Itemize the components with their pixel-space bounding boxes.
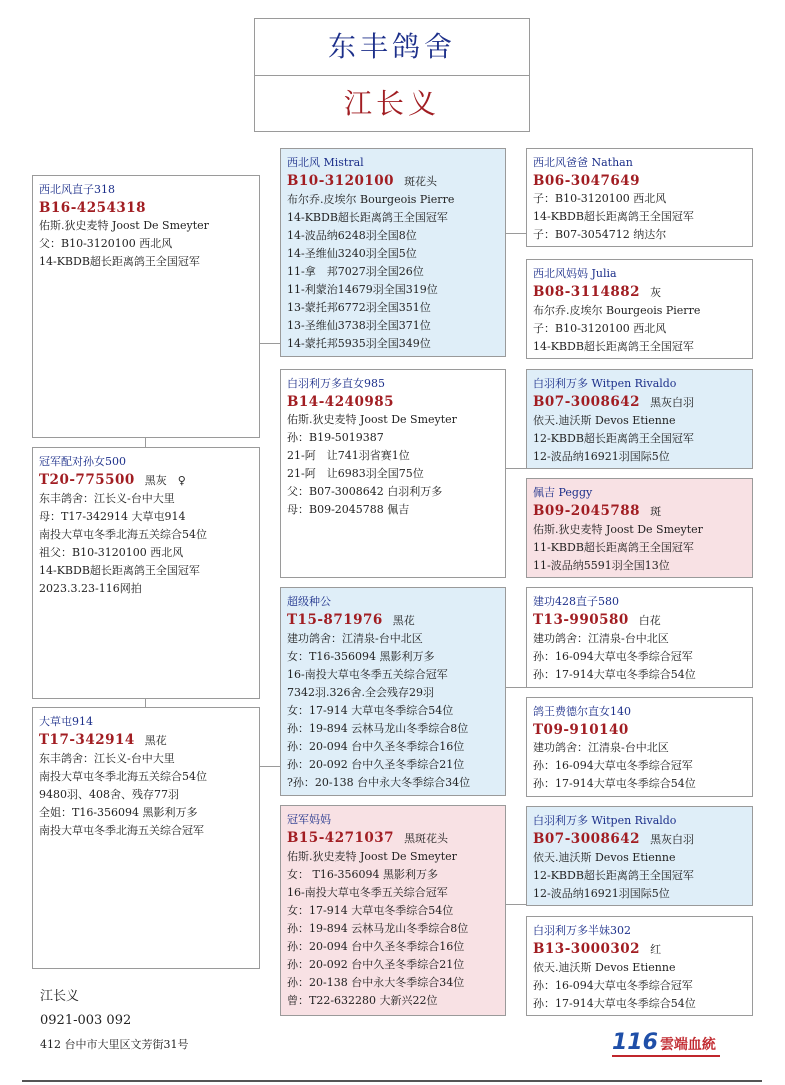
ring-number: B16-4254318 [39, 200, 147, 216]
bird-name: 建功428直子580 [533, 595, 619, 608]
connector [505, 904, 526, 905]
contact-name: 江长义 [40, 989, 80, 1004]
bird-note: 父：B10-3120100 西北风 [39, 237, 173, 250]
bird-note: 14-KBDB超长距离鸽王全国冠军 [39, 564, 200, 577]
bird-note: 孙：20-094 台中久圣冬季综合16位 [287, 740, 465, 753]
contact-info [40, 985, 189, 1057]
pedigree-gen3-5[interactable] [526, 587, 753, 688]
bird-note: 佑斯.狄史麦特 Joost De Smeyter [287, 413, 457, 426]
bird-note: 11-波品纳5591羽全国13位 [533, 559, 670, 572]
owner-name: 江长义 [343, 87, 440, 120]
bird-note: 12-KBDB超长距离鸽王全国冠军 [533, 432, 694, 445]
loft-name: 东丰鸽舍 [255, 19, 529, 76]
ring-number: T17-342914 黑花 [39, 732, 167, 748]
logo-underline [612, 1055, 720, 1057]
bird-note: 东丰鸽舍：江长义-台中大里 [39, 492, 175, 505]
bird-note: 南投大草屯冬季北海五关综合冠军 [39, 824, 204, 837]
bird-note: 东丰鸽舍：江长义-台中大里 [39, 752, 175, 765]
contact-phone: 0921-003 092 [40, 1013, 132, 1028]
connector [505, 468, 526, 469]
bird-note: 子：B10-3120100 西北风 [533, 192, 667, 205]
pedigree-dam[interactable] [32, 707, 260, 969]
ring-number: T13-990580 白花 [533, 612, 661, 628]
ring-number: B15-4271037 黑斑花头 [287, 830, 449, 846]
bird-note: 21-阿 让6983羽全国75位 [287, 467, 424, 480]
bird-note: 12-KBDB超长距离鸽王全国冠军 [533, 869, 694, 882]
ring-number: B07-3008642 黑灰白羽 [533, 831, 695, 847]
bird-note: 孙：B19-5019387 [287, 431, 384, 444]
pedigree-gen3-7[interactable] [526, 806, 753, 906]
bird-note: 建功鸽舍：江清泉-台中北区 [287, 632, 423, 645]
pedigree-dam-sire[interactable] [280, 587, 506, 796]
bird-note: 母：B09-2045788 佩吉 [287, 503, 410, 516]
logo-number: 116 [612, 1030, 658, 1055]
bird-note: 孙：17-914大草屯冬季综合54位 [533, 777, 696, 790]
bird-note: 16-南投大草屯冬季五关综合冠军 [287, 668, 448, 681]
pedigree-gen3-4[interactable] [526, 478, 753, 578]
bird-name: 白羽利万多直女985 [287, 377, 385, 390]
bird-note: 子：B10-3120100 西北风 [533, 322, 667, 335]
connector [259, 766, 280, 767]
bird-note: 11-利蒙治14679羽全国319位 [287, 283, 438, 296]
bird-name: 大草屯914 [39, 715, 93, 728]
bird-color: 白花 [638, 614, 661, 627]
bird-color: 黑灰白羽 [650, 396, 695, 409]
connector [505, 687, 526, 688]
logo-text: 雲端血統 [659, 1037, 716, 1053]
ring-number: B09-2045788 斑 [533, 503, 662, 519]
bird-note: 12-波品纳16921羽国际5位 [533, 450, 670, 463]
bird-note: 孙：20-092 台中久圣冬季综合21位 [287, 958, 465, 971]
bird-note: 孙：16-094大草屯冬季综合冠军 [533, 979, 693, 992]
bird-name: 西北风直子318 [39, 183, 115, 196]
bird-note: 女：17-914 大草屯冬季综合54位 [287, 904, 454, 917]
ring-number: T20-775500 黑灰 ♀ [39, 472, 186, 488]
bird-name: 白羽利万多 Witpen Rivaldo [533, 377, 677, 390]
bird-color: 黑灰白羽 [650, 833, 695, 846]
ring-number: T15-871976 黑花 [287, 612, 415, 628]
contact-address: 412 台中市大里区文芳街31号 [40, 1038, 189, 1051]
bird-name: 白羽利万多 Witpen Rivaldo [533, 814, 677, 827]
bird-note: 孙：16-094大草屯冬季综合冠军 [533, 650, 693, 663]
bird-note: 21-阿 让741羽省赛1位 [287, 449, 410, 462]
bird-name: 西北风 Mistral [287, 156, 364, 169]
bird-color: 黑花 [144, 734, 167, 747]
bird-note: 14-KBDB超长距离鸽王全国冠军 [533, 340, 694, 353]
brand-logo [612, 1030, 716, 1054]
bird-note: 依天.迪沃斯 Devos Etienne [533, 961, 676, 974]
bird-note: 母：T17-342914 大草屯914 [39, 510, 186, 523]
bird-name: 冠军妈妈 [287, 813, 331, 826]
bird-note: 佑斯.狄史麦特 Joost De Smeyter [533, 523, 703, 536]
bird-note: 孙：19-894 云林马龙山冬季综合8位 [287, 922, 469, 935]
bird-note: 孙：20-094 台中久圣冬季综合16位 [287, 940, 465, 953]
bird-note: 12-波品纳16921羽国际5位 [533, 887, 670, 900]
bird-color: 黑斑花头 [404, 832, 449, 845]
bird-note: 2023.3.23-116网拍 [39, 582, 142, 595]
bird-note: 孙：20-092 台中久圣冬季综合21位 [287, 758, 465, 771]
bird-note: 布尔乔.皮埃尔 Bourgeois Pierre [533, 304, 701, 317]
ring-number: B13-3000302 红 [533, 941, 662, 957]
bird-note: 曾：T22-632280 大新兴22位 [287, 994, 438, 1007]
bird-note: 父：B07-3008642 白羽利万多 [287, 485, 443, 498]
bird-note: 依天.迪沃斯 Devos Etienne [533, 414, 676, 427]
bird-name: 西北风爸爸 Nathan [533, 156, 633, 169]
bird-note: 南投大草屯冬季北海五关综合54位 [39, 528, 207, 541]
bird-note: 11-拿 邦7027羽全国26位 [287, 265, 424, 278]
bird-color: 黑灰 ♀ [144, 474, 186, 487]
bird-note: 16-南投大草屯冬季五关综合冠军 [287, 886, 448, 899]
pedigree-gen3-3[interactable] [526, 369, 753, 469]
bird-note: 南投大草屯冬季北海五关综合54位 [39, 770, 207, 783]
bird-color: 黑花 [392, 614, 415, 627]
bird-note: 7342羽.326舍.全会残存29羽 [287, 686, 434, 699]
ring-number: T09-910140 [533, 722, 629, 738]
connector [259, 343, 280, 344]
bird-color: 斑 [650, 505, 662, 518]
bird-note: 14-波品纳6248羽全国8位 [287, 229, 417, 242]
pedigree-subject[interactable] [32, 447, 260, 699]
bird-note: 孙：20-138 台中永大冬季综合34位 [287, 976, 465, 989]
bird-note: 孙：16-094大草屯冬季综合冠军 [533, 759, 693, 772]
bird-name: 鸽王费德尔直女140 [533, 705, 631, 718]
bird-note: 佑斯.狄史麦特 Joost De Smeyter [287, 850, 457, 863]
bird-note: 14-KBDB超长距离鸽王全国冠军 [287, 211, 448, 224]
ring-number: B06-3047649 [533, 173, 641, 189]
bird-name: 佩吉 Peggy [533, 486, 593, 499]
pedigree-sire[interactable] [32, 175, 260, 438]
ring-number: B10-3120100 斑花头 [287, 173, 438, 189]
bird-name: 冠军配对孙女500 [39, 455, 126, 468]
bird-note: 14-圣维仙3240羽全国5位 [287, 247, 417, 260]
bird-note: ?孙：20-138 台中永大冬季综合34位 [287, 776, 471, 789]
bird-name: 超级种公 [287, 595, 331, 608]
bird-color: 灰 [650, 286, 662, 299]
bird-note: 布尔乔.皮埃尔 Bourgeois Pierre [287, 193, 455, 206]
bird-note: 14-KBDB超长距离鸽王全国冠军 [533, 210, 694, 223]
bird-note: 祖父：B10-3120100 西北风 [39, 546, 184, 559]
ring-number: B08-3114882 灰 [533, 284, 662, 300]
bird-note: 14-蒙托邦5935羽全国349位 [287, 337, 431, 350]
bird-note: 建功鸽舍：江清泉-台中北区 [533, 741, 669, 754]
pedigree-sire-sire[interactable] [280, 148, 506, 357]
bird-note: 9480羽、408舍、残存77羽 [39, 788, 179, 801]
ring-number: B07-3008642 黑灰白羽 [533, 394, 695, 410]
pedigree-gen3-1[interactable] [526, 148, 753, 247]
pedigree-gen3-2[interactable] [526, 259, 753, 359]
bird-note: 11-KBDB超长距离鸽王全国冠军 [533, 541, 694, 554]
bird-name: 白羽利万多半妹302 [533, 924, 631, 937]
pedigree-dam-dam[interactable] [280, 805, 506, 1016]
bird-note: 13-蒙托邦6772羽全国351位 [287, 301, 431, 314]
bird-color: 斑花头 [404, 175, 438, 188]
bird-note: 子：B07-3054712 纳达尔 [533, 228, 667, 241]
bird-note: 全姐：T16-356094 黑影利万多 [39, 806, 198, 819]
pedigree-gen3-6[interactable] [526, 697, 753, 797]
bird-note: 14-KBDB超长距离鸽王全国冠军 [39, 255, 200, 268]
bird-note: 依天.迪沃斯 Devos Etienne [533, 851, 676, 864]
connector [145, 437, 146, 447]
pedigree-gen3-8[interactable] [526, 916, 753, 1016]
ring-number: B14-4240985 [287, 394, 395, 410]
connector [505, 233, 526, 234]
bird-color: 红 [650, 943, 662, 956]
bird-note: 女： T16-356094 黑影利万多 [287, 868, 439, 881]
bird-note: 女：T16-356094 黑影利万多 [287, 650, 435, 663]
bird-note: 孙：17-914大草屯冬季综合54位 [533, 668, 696, 681]
bird-note: 孙：17-914大草屯冬季综合54位 [533, 997, 696, 1010]
bird-note: 13-圣维仙3738羽全国371位 [287, 319, 431, 332]
bird-note: 孙：19-894 云林马龙山冬季综合8位 [287, 722, 469, 735]
bird-note: 女：17-914 大草屯冬季综合54位 [287, 704, 454, 717]
title-block [254, 18, 530, 132]
pedigree-sire-dam[interactable] [280, 369, 506, 578]
bird-name: 西北风妈妈 Julia [533, 267, 617, 280]
bottom-divider [22, 1080, 762, 1082]
connector [145, 698, 146, 707]
bird-note: 建功鸽舍：江清泉-台中北区 [533, 632, 669, 645]
bird-note: 佑斯.狄史麦特 Joost De Smeyter [39, 219, 209, 232]
